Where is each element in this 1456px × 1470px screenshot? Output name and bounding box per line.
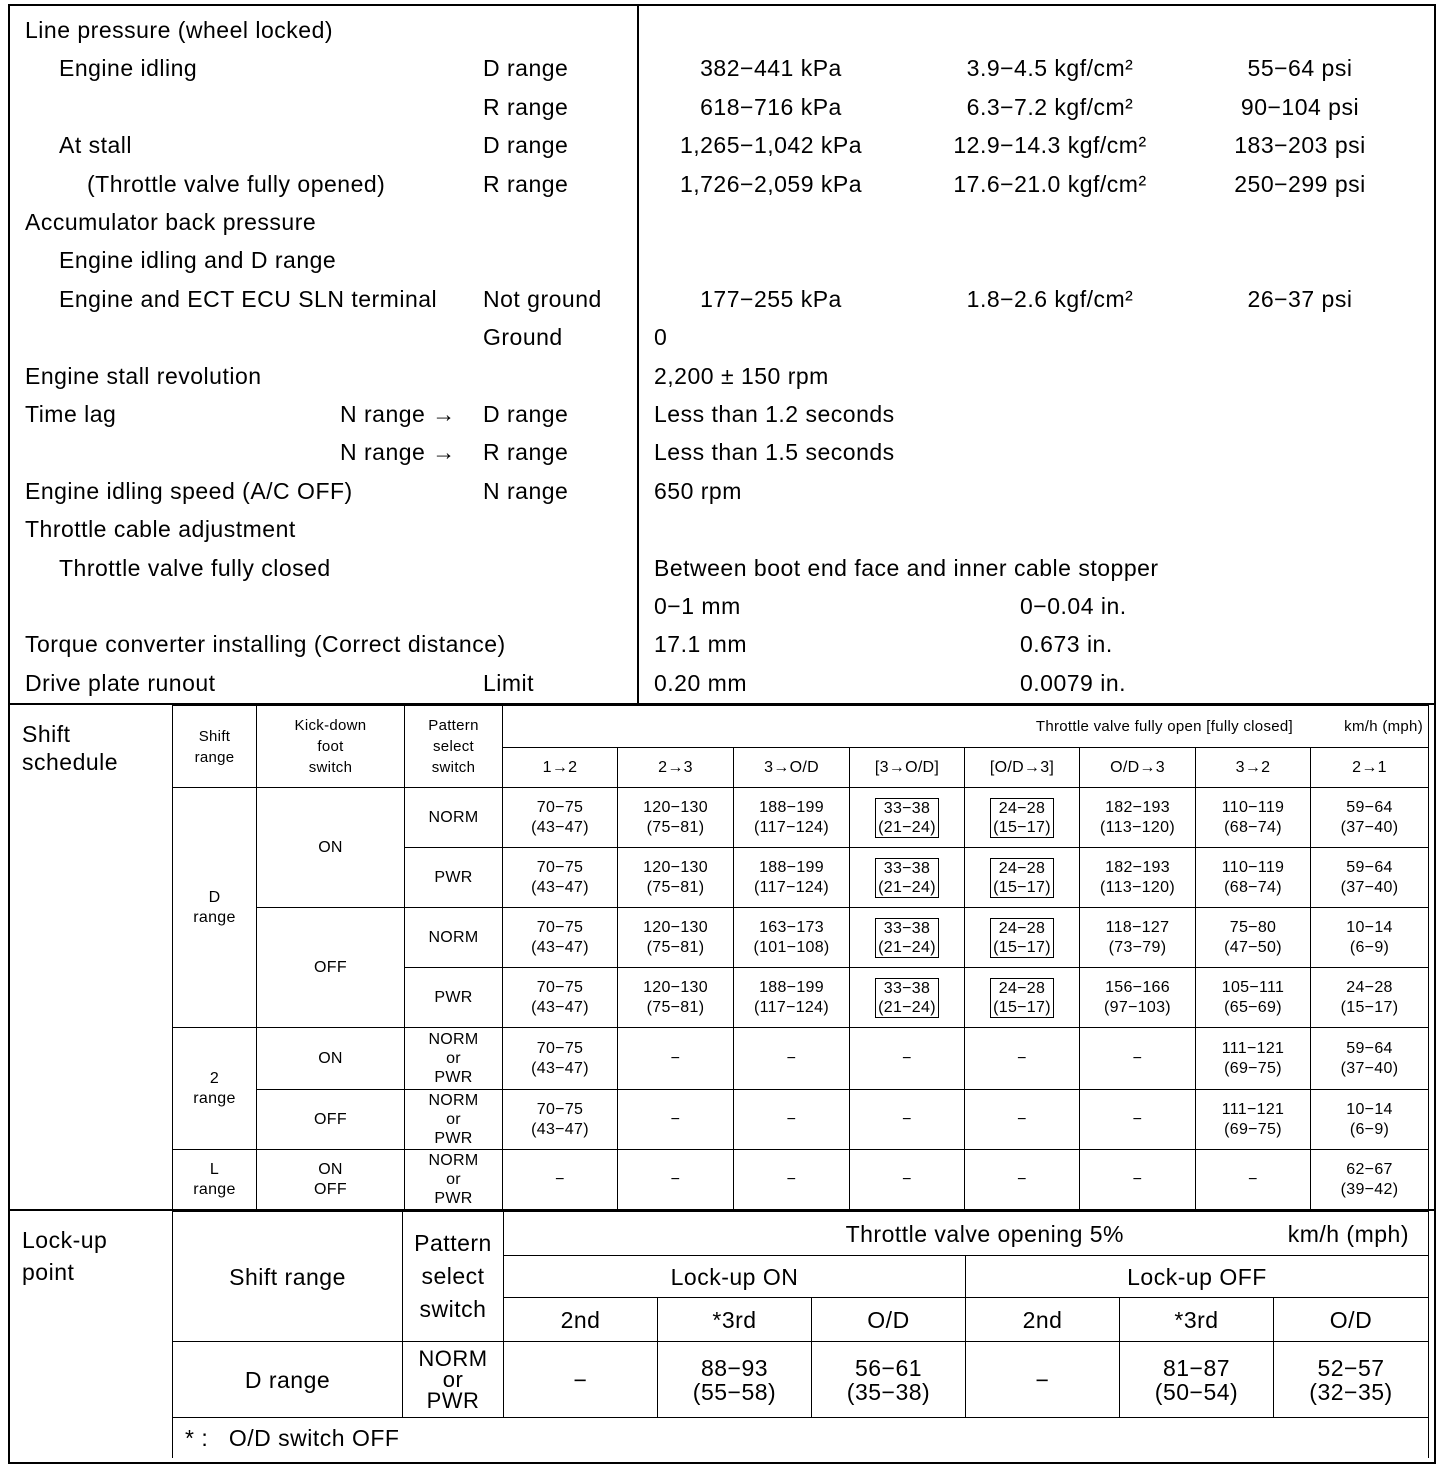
spec-condition-from: N range →	[340, 439, 456, 466]
shift-speed-cell: 110−119 (68−74)	[1196, 848, 1311, 908]
lockup-range-header: Shift range	[173, 1212, 403, 1342]
shift-speed-cell: −	[1080, 1028, 1196, 1090]
shift-col-header: 2→1	[1311, 748, 1429, 788]
shift-speed-cell	[850, 968, 965, 1028]
spec-condition: Not ground	[483, 285, 602, 312]
shift-speed-cell: 120−130 (75−81)	[618, 848, 734, 908]
shift-speed-cell: 70−75 (43−47)	[503, 1028, 618, 1090]
shift-speed-cell: −	[734, 1028, 850, 1090]
shift-range-l: L range	[173, 1150, 257, 1210]
lockup-speed-cell: 56−61 (35−38)	[812, 1342, 966, 1418]
pattern-select-value: PWR	[405, 848, 503, 908]
shift-speed-cell: 120−130 (75−81)	[618, 788, 734, 848]
spec-label: Engine idling	[59, 55, 198, 82]
shift-speed-cell: 110−119 (68−74)	[1196, 788, 1311, 848]
shift-speed-cell: −	[734, 1090, 850, 1150]
shift-speed-cell: 182−193 (113−120)	[1080, 788, 1196, 848]
kickdown-header: Kick-down foot switch	[257, 706, 405, 788]
spec-inch-value: 0.0079 in.	[1020, 669, 1127, 696]
shift-speed-cell: 120−130 (75−81)	[618, 968, 734, 1028]
spec-condition: Limit	[483, 669, 535, 696]
shift-col-header: 2→3	[618, 748, 734, 788]
spec-inch-value: 0−0.04 in.	[1020, 593, 1127, 619]
shift-speed-cell: 70−75 (43−47)	[503, 968, 618, 1028]
pattern-select-value: NORM or PWR	[405, 1090, 503, 1150]
shift-speed-cell: −	[850, 1028, 965, 1090]
spec-metric-value: Less than 1.5 seconds	[654, 439, 895, 466]
shift-speed-cell: 62−67 (39−42)	[1311, 1150, 1429, 1210]
shift-speed-cell: −	[734, 1150, 850, 1210]
shift-speed-cell: 24−28 (15−17)	[1311, 968, 1429, 1028]
lockup-gear-header: *3rd	[1120, 1298, 1274, 1342]
shift-range-header: Shift range	[173, 706, 257, 788]
shift-speed-cell: 188−199 (117−124)	[734, 848, 850, 908]
spec-label: Engine and ECT ECU SLN terminal	[59, 285, 438, 312]
pattern-select-value: NORM	[405, 788, 503, 848]
spec-condition: R range	[483, 439, 569, 466]
kickdown-on-off: ON OFF	[257, 1150, 405, 1210]
shift-speed-cell: 59−64 (37−40)	[1311, 848, 1429, 908]
shift-speed-cell: 188−199 (117−124)	[734, 968, 850, 1028]
spec-metric-value: 650 rpm	[654, 477, 742, 504]
spec-metric-value: 2,200 ± 150 rpm	[654, 362, 829, 389]
shift-range-2: 2 range	[173, 1028, 257, 1150]
spec-label: Drive plate runout	[25, 669, 216, 696]
shift-col-header: 1→2	[503, 748, 618, 788]
shift-speed-cell: −	[965, 1090, 1080, 1150]
spec-metric-value: 1,726−2,059 kPa	[679, 170, 863, 197]
spec-metric-value: Less than 1.2 seconds	[654, 401, 895, 427]
lockup-gear-header: 2nd	[966, 1298, 1120, 1342]
spec-divider	[637, 4, 639, 704]
lockup-table	[172, 1211, 1429, 1458]
shift-speed-cell: −	[1080, 1150, 1196, 1210]
lockup-on-header: Lock-up ON	[504, 1256, 966, 1298]
spec-condition: N range	[483, 477, 569, 504]
lockup-gear-header: O/D	[812, 1298, 966, 1342]
spec-kgf-value: 3.9−4.5 kgf/cm²	[966, 55, 1134, 82]
shift-speed-cell: 118−127 (73−79)	[1080, 908, 1196, 968]
spec-label: Engine idling and D range	[59, 247, 337, 274]
lockup-section-title: Lock-up point	[22, 1227, 108, 1285]
spec-label: At stall	[59, 132, 133, 159]
spec-condition: D range	[483, 55, 569, 82]
lockup-speed-cell: −	[504, 1342, 658, 1418]
closed-throttle-bracket: 24−28 (15−17)	[990, 918, 1054, 958]
lockup-speed-cell: 88−93 (55−58)	[658, 1342, 812, 1418]
closed-throttle-bracket: 33−38 (21−24)	[875, 858, 939, 898]
throttle-unit: km/h (mph)	[1344, 717, 1423, 735]
lockup-speed-cell: 52−57 (32−35)	[1274, 1342, 1429, 1418]
shift-speed-cell: 70−75 (43−47)	[503, 788, 618, 848]
spec-label: Throttle cable adjustment	[25, 516, 296, 543]
shift-speed-cell: 10−14 (6−9)	[1311, 908, 1429, 968]
shift-speed-cell: −	[618, 1028, 734, 1090]
closed-throttle-bracket: 33−38 (21−24)	[875, 798, 939, 838]
kickdown-off: OFF	[257, 1090, 405, 1150]
shift-col-header: [3→O/D]	[850, 748, 965, 788]
shift-speed-cell: 156−166 (97−103)	[1080, 968, 1196, 1028]
lockup-gear-header: 2nd	[504, 1298, 658, 1342]
shift-speed-cell: 70−75 (43−47)	[503, 908, 618, 968]
pattern-select-header: Pattern select switch	[405, 706, 503, 788]
spec-kgf-value: 1.8−2.6 kgf/cm²	[966, 285, 1134, 312]
spec-kgf-value: 6.3−7.2 kgf/cm²	[966, 93, 1134, 120]
spec-condition: D range	[483, 132, 569, 159]
shift-speed-cell: 59−64 (37−40)	[1311, 1028, 1429, 1090]
kickdown-on: ON	[257, 788, 405, 908]
shift-col-header: O/D→3	[1080, 748, 1196, 788]
shift-speed-cell	[850, 908, 965, 968]
spec-label: Engine stall revolution	[25, 362, 262, 389]
throttle-header-text: Throttle valve fully open [fully closed]	[1035, 717, 1293, 735]
closed-throttle-bracket: 24−28 (15−17)	[990, 858, 1054, 898]
spec-metric-value: 382−441 kPa	[700, 55, 842, 82]
shift-speed-cell	[965, 788, 1080, 848]
shift-speed-cell	[850, 788, 965, 848]
spec-metric-value: 177−255 kPa	[700, 285, 842, 312]
kickdown-off: OFF	[257, 908, 405, 1028]
shift-speed-cell: 188−199 (117−124)	[734, 788, 850, 848]
shift-col-header: [O/D→3]	[965, 748, 1080, 788]
lockup-pattern-header: Pattern select switch	[403, 1212, 504, 1342]
shift-speed-cell: 10−14 (6−9)	[1311, 1090, 1429, 1150]
spec-psi-value: 55−64 psi	[1247, 55, 1353, 82]
shift-speed-cell: 70−75 (43−47)	[503, 1090, 618, 1150]
closed-throttle-bracket: 33−38 (21−24)	[875, 918, 939, 958]
spec-label: Accumulator back pressure	[25, 209, 317, 235]
spec-kgf-value: 12.9−14.3 kgf/cm²	[953, 132, 1147, 159]
shift-speed-cell: −	[503, 1150, 618, 1210]
spec-label: Time lag	[25, 401, 117, 427]
spec-metric-value: 0−1 mm	[654, 593, 741, 619]
lockup-throttle-header	[504, 1212, 1429, 1256]
shift-speed-cell	[850, 848, 965, 908]
lockup-d-range: D range	[173, 1342, 403, 1418]
shift-speed-cell: 163−173 (101−108)	[734, 908, 850, 968]
lockup-off-header: Lock-up OFF	[966, 1256, 1429, 1298]
spec-label: Engine idling speed (A/C OFF)	[25, 477, 353, 504]
shift-speed-cell: −	[1080, 1090, 1196, 1150]
shift-speed-cell: −	[1196, 1150, 1311, 1210]
pattern-select-value: NORM or PWR	[405, 1150, 503, 1210]
lockup-gear-header: *3rd	[658, 1298, 812, 1342]
spec-inch-value: 0.673 in.	[1020, 631, 1113, 658]
spec-label: Throttle valve fully closed	[59, 554, 331, 581]
pattern-select-value: NORM or PWR	[405, 1028, 503, 1090]
spec-condition: R range	[483, 170, 569, 197]
lockup-unit: km/h (mph)	[1287, 1220, 1409, 1247]
shift-speed-cell: 70−75 (43−47)	[503, 848, 618, 908]
shift-speed-cell: −	[618, 1090, 734, 1150]
spec-label: Line pressure (wheel locked)	[25, 17, 334, 43]
shift-speed-cell: 105−111 (65−69)	[1196, 968, 1311, 1028]
shift-schedule-table	[172, 705, 1429, 1210]
lockup-throttle-text: Throttle valve opening 5%	[845, 1220, 1124, 1247]
spec-metric-value: 618−716 kPa	[700, 93, 842, 120]
closed-throttle-bracket: 24−28 (15−17)	[990, 798, 1054, 838]
shift-section-title: Shift schedule	[22, 721, 119, 775]
lockup-speed-cell: 81−87 (50−54)	[1120, 1342, 1274, 1418]
shift-speed-cell: −	[850, 1090, 965, 1150]
lockup-pattern: NORM or PWR	[403, 1342, 504, 1418]
shift-speed-cell	[965, 968, 1080, 1028]
spec-psi-value: 250−299 psi	[1234, 170, 1366, 197]
spec-condition-from: N range →	[340, 401, 456, 427]
shift-speed-cell: 120−130 (75−81)	[618, 908, 734, 968]
spec-psi-value: 183−203 psi	[1234, 132, 1366, 159]
spec-metric-value: 1,265−1,042 kPa	[679, 132, 863, 159]
lockup-footnote: * : O/D switch OFF	[173, 1418, 1429, 1458]
shift-speed-cell	[965, 848, 1080, 908]
shift-speed-cell: −	[965, 1028, 1080, 1090]
shift-col-header: 3→O/D	[734, 748, 850, 788]
lockup-gear-header: O/D	[1274, 1298, 1429, 1342]
shift-speed-cell: 59−64 (37−40)	[1311, 788, 1429, 848]
spec-psi-value: 90−104 psi	[1240, 93, 1360, 120]
closed-throttle-bracket: 24−28 (15−17)	[990, 978, 1054, 1018]
kickdown-on: ON	[257, 1028, 405, 1090]
shift-speed-cell: −	[850, 1150, 965, 1210]
shift-speed-cell	[965, 908, 1080, 968]
spec-kgf-value: 17.6−21.0 kgf/cm²	[953, 170, 1147, 197]
shift-range-d: D range	[173, 788, 257, 1028]
spec-condition: D range	[483, 401, 569, 427]
shift-col-header: 3→2	[1196, 748, 1311, 788]
closed-throttle-bracket: 33−38 (21−24)	[875, 978, 939, 1018]
spec-metric-value: Between boot end face and inner cable stopper	[654, 554, 1159, 581]
shift-speed-cell: −	[618, 1150, 734, 1210]
shift-speed-cell: 182−193 (113−120)	[1080, 848, 1196, 908]
spec-metric-value: 0	[654, 324, 668, 351]
spec-condition: R range	[483, 93, 569, 120]
pattern-select-value: PWR	[405, 968, 503, 1028]
pattern-select-value: NORM	[405, 908, 503, 968]
spec-metric-value: 17.1 mm	[654, 631, 747, 658]
spec-label: Torque converter installing (Correct distance)	[25, 631, 506, 658]
throttle-header	[503, 706, 1429, 748]
shift-speed-cell: 111−121 (69−75)	[1196, 1090, 1311, 1150]
spec-condition: Ground	[483, 324, 563, 351]
spec-psi-value: 26−37 psi	[1247, 285, 1353, 312]
spec-label: (Throttle valve fully opened)	[87, 170, 386, 197]
shift-speed-cell: −	[965, 1150, 1080, 1210]
shift-speed-cell: 111−121 (69−75)	[1196, 1028, 1311, 1090]
lockup-speed-cell: −	[966, 1342, 1120, 1418]
spec-metric-value: 0.20 mm	[654, 669, 747, 696]
shift-speed-cell: 75−80 (47−50)	[1196, 908, 1311, 968]
